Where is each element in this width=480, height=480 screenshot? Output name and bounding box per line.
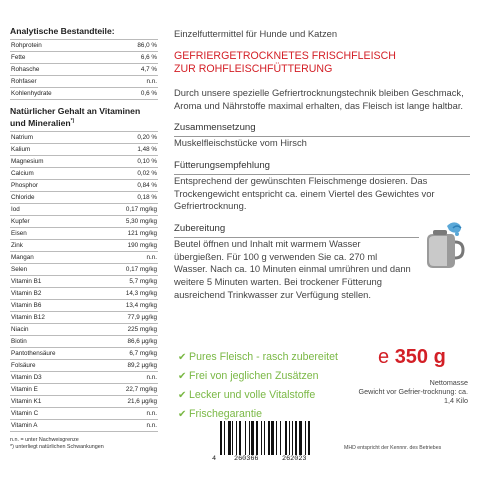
nutrient-name: Niacin [10, 323, 96, 335]
table-row [10, 40, 158, 52]
barcode-left-group: 260366 [234, 455, 259, 463]
nutrient-name: Vitamin B1 [10, 275, 96, 287]
description-text: Durch unsere spezielle Gefriertrocknungstechnik bleiben Geschmack, Aroma und Nährstoffe maximal erhalten, das Fleisch ist lange haltbar. [174, 87, 464, 111]
table-row [10, 371, 158, 383]
preparation-text: Beutel öffnen und Inhalt mit warmem Wasser übergießen. Für 100 g verwenden Sie ca. 270 ml Wasser. Nach ca. 10 Minuten einmal umrühren und dann weitere 5 Minuten warten. Bei trockener Fütterung ausreichend Trinkwasser zur Verfügung stellen. [174, 238, 411, 300]
benefit-item [178, 386, 338, 405]
nutrient-name: Kupfer [10, 215, 96, 227]
nutrient-name: Natrium [10, 131, 96, 143]
barcode-bar [245, 421, 246, 455]
nutrient-value: 0,02 % [96, 167, 158, 179]
nutrient-value: 0,6 % [108, 88, 158, 100]
table-row [10, 88, 158, 100]
benefit-list [178, 348, 338, 424]
table-row [10, 179, 158, 191]
barcode-bar [271, 421, 274, 455]
nutrient-value: 0,17 mg/kg [96, 203, 158, 215]
nutrient-value: 6,7 mg/kg [96, 347, 158, 359]
barcode-bar [305, 421, 306, 455]
benefit-label: Lecker und volle Vitalstoffe [189, 389, 316, 401]
barcode-bar [261, 421, 262, 455]
benefit-label: Pures Fleisch - rasch zubereitet [189, 351, 338, 363]
nutrient-value: 21,6 µg/kg [96, 395, 158, 407]
table-row [10, 143, 158, 155]
nutrient-value: 121 mg/kg [96, 227, 158, 239]
nutrient-value: 0,17 mg/kg [96, 263, 158, 275]
table-row [10, 64, 158, 76]
barcode-bar [276, 421, 277, 455]
nutrient-name: Vitamin B2 [10, 287, 96, 299]
table-row [10, 287, 158, 299]
analysis-table [10, 39, 158, 100]
barcode-bar [232, 421, 233, 455]
nutrient-name: Fette [10, 52, 108, 64]
analysis-title: Analytische Bestandteile: [10, 26, 115, 36]
nutrient-name: Rohfaser [10, 76, 108, 88]
nutrient-value: n.n. [96, 371, 158, 383]
barcode-bar [251, 421, 254, 455]
nutrient-value: 0,10 % [96, 155, 158, 167]
benefit-item [178, 367, 338, 386]
nutrient-name: Vitamin K1 [10, 395, 96, 407]
check-icon: ✔ [178, 371, 187, 382]
feeding-text: Entsprechend der gewünschten Fleischmenge dosieren. Das Trockengewicht entspricht ca. einem Viertel des Gewichtes vor Gefriertrocknung. [174, 175, 435, 212]
table-row [10, 275, 158, 287]
composition-text: Muskelfleischstücke vom Hirsch [174, 137, 307, 149]
nutrient-name: Vitamin C [10, 407, 96, 419]
nutrient-value: 86,0 % [108, 40, 158, 52]
description-block [174, 87, 470, 112]
nutrient-value: 89,2 µg/kg [96, 359, 158, 371]
nutrient-value: n.n. [108, 76, 158, 88]
nutrient-name: Biotin [10, 335, 96, 347]
divider [174, 136, 470, 137]
check-icon: ✔ [178, 390, 187, 401]
nutrient-name: Rohasche [10, 64, 108, 76]
table-row [10, 203, 158, 215]
nutrient-value: 0,20 % [96, 131, 158, 143]
footnote-nn: n.n. = unter Nachweisgrenze [10, 436, 79, 443]
table-row [10, 131, 158, 143]
table-row [10, 311, 158, 323]
barcode-bar [308, 421, 310, 455]
net-weight [378, 346, 446, 369]
barcode-first-digit: 4 [212, 455, 217, 463]
nutrient-value: 0,84 % [96, 179, 158, 191]
nutrition-panel [10, 26, 158, 451]
table-row [10, 395, 158, 407]
barcode-bar [292, 421, 293, 455]
table-row [10, 335, 158, 347]
table-row [10, 167, 158, 179]
barcode-bar [224, 421, 225, 455]
nutrient-name: Mangan [10, 251, 96, 263]
composition-block [174, 122, 470, 150]
nutrient-value: 86,6 µg/kg [96, 335, 158, 347]
table-row [10, 52, 158, 64]
feeding-title: Fütterungsempfehlung [174, 159, 270, 171]
nutrient-value: 1,48 % [96, 143, 158, 155]
barcode-bar [289, 421, 290, 455]
table-row [10, 191, 158, 203]
weight-value: 350 g [394, 346, 446, 368]
nutrient-name: Vitamin B6 [10, 299, 96, 311]
nutrient-value: 4,7 % [108, 64, 158, 76]
barcode-bar [249, 421, 250, 455]
nutrient-value: n.n. [96, 251, 158, 263]
nutrients-table [10, 131, 158, 432]
nutrient-name: Vitamin A [10, 419, 96, 431]
nutrient-name: Vitamin D3 [10, 371, 96, 383]
mhd-note: MHD entspricht der Kennnr. des Betriebes [344, 445, 442, 451]
table-row [10, 215, 158, 227]
nutrient-value: 5,7 mg/kg [96, 275, 158, 287]
nutrient-value: 13,4 mg/kg [96, 299, 158, 311]
nutrient-name: Iod [10, 203, 96, 215]
divider [174, 174, 470, 175]
nutrient-name: Magnesium [10, 155, 96, 167]
benefit-label: Frischegarantie [189, 408, 263, 420]
nutrient-value: n.n. [96, 419, 158, 431]
nutrient-name: Zink [10, 239, 96, 251]
barcode-bar [256, 421, 258, 455]
estimate-sign: e [378, 346, 390, 368]
preparation-title: Zubereitung [174, 222, 226, 234]
nutrient-name: Eisen [10, 227, 96, 239]
table-row [10, 299, 158, 311]
nutrient-value: 190 mg/kg [96, 239, 158, 251]
nutrient-name: Kohlenhydrate [10, 88, 108, 100]
table-row [10, 359, 158, 371]
barcode-bar [295, 421, 297, 455]
table-row [10, 407, 158, 419]
barcode-bar [236, 421, 237, 455]
nutrient-value: 14,3 mg/kg [96, 287, 158, 299]
barcode-right-group: 262023 [282, 455, 307, 463]
barcode-bar [228, 421, 231, 455]
table-row [10, 155, 158, 167]
nutrient-name: Vitamin B12 [10, 311, 96, 323]
footnotes [10, 437, 158, 451]
barcode-bar [299, 421, 302, 455]
table-row [10, 323, 158, 335]
table-row [10, 419, 158, 431]
barcode-bar [264, 421, 265, 455]
nutrient-name: Rohprotein [10, 40, 108, 52]
check-icon: ✔ [178, 409, 187, 420]
nutrient-value: 225 mg/kg [96, 323, 158, 335]
nutrient-value: 0,18 % [96, 191, 158, 203]
barcode-bar [285, 421, 287, 455]
table-row [10, 263, 158, 275]
table-row [10, 347, 158, 359]
table-row [10, 239, 158, 251]
divider [174, 237, 419, 238]
table-row [10, 227, 158, 239]
nutrient-name: Folsäure [10, 359, 96, 371]
benefit-label: Frei von jeglichen Zusätzen [189, 370, 319, 382]
feeding-block [174, 160, 470, 213]
nutrient-value: n.n. [96, 407, 158, 419]
weight-info [350, 378, 468, 405]
weight-note: Gewicht vor Gefrier-trocknung: ca. 1,4 Kilo [358, 387, 468, 405]
footnote-variation: *) unterliegt natürlichen Schwankungen [10, 443, 104, 450]
nutrient-name: Selen [10, 263, 96, 275]
nutrient-value: 6,6 % [108, 52, 158, 64]
barcode-bar [220, 421, 222, 455]
nutrient-value: 77,9 µg/kg [96, 311, 158, 323]
nutrient-name: Calcium [10, 167, 96, 179]
composition-title: Zusammensetzung [174, 122, 256, 134]
nutrients-title: Natürlicher Gehalt an Vitaminen und Mineralien*) [10, 106, 141, 128]
barcode-bar [239, 421, 241, 455]
nutrient-name: Vitamin E [10, 383, 96, 395]
table-row [10, 383, 158, 395]
water-kettle-icon [423, 218, 467, 272]
nutrient-value: 22,7 mg/kg [96, 383, 158, 395]
table-row [10, 251, 158, 263]
table-row [10, 76, 158, 88]
benefit-item [178, 348, 338, 367]
intro-text: Einzelfuttermittel für Hunde und Katzen [174, 28, 338, 39]
nutrient-name: Pantothensäure [10, 347, 96, 359]
weight-label: Nettomasse [429, 378, 468, 387]
barcode-bars [220, 421, 324, 455]
barcode-bar [268, 421, 270, 455]
nutrient-name: Phosphor [10, 179, 96, 191]
nutrient-name: Kalium [10, 143, 96, 155]
nutrient-name: Chloride [10, 191, 96, 203]
check-icon: ✔ [178, 352, 187, 363]
nutrient-value: 5,30 mg/kg [96, 215, 158, 227]
product-headline: GEFRIERGETROCKNETES FRISCHFLEISCH ZUR ROHFLEISCHFÜTTERUNG [174, 50, 396, 75]
barcode [212, 421, 327, 463]
barcode-bar [280, 421, 281, 455]
